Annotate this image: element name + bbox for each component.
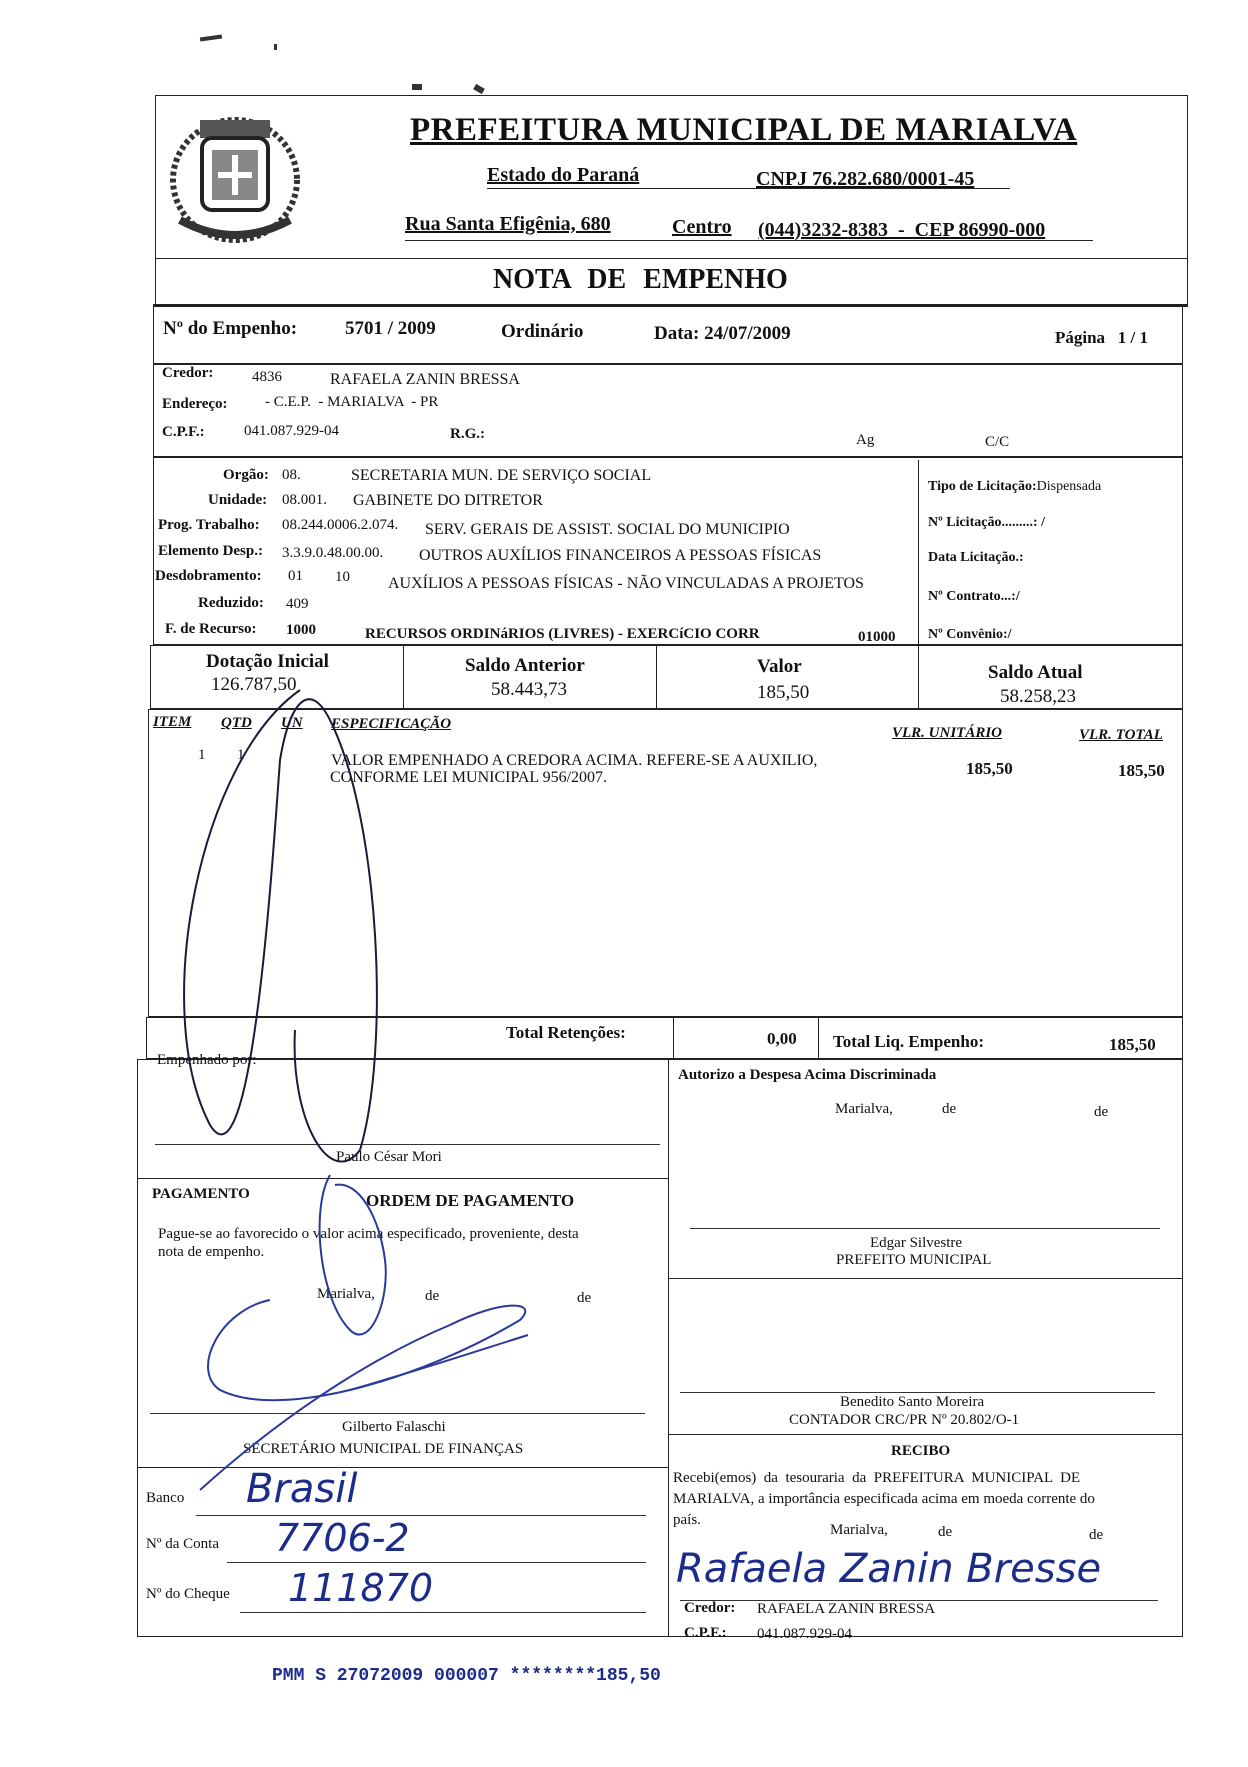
banco-value: Brasil (246, 1466, 358, 1512)
convenio-number: Nº Convênio:/ (928, 627, 1012, 642)
desd-code2: 10 (335, 569, 350, 585)
rg-label: R.G.: (450, 426, 485, 442)
desd-name: AUXÍLIOS A PESSOAS FÍSICAS - NÃO VINCULADAS A PROJETOS (388, 575, 864, 592)
col-qtd-header: QTD (221, 715, 252, 731)
pagamento-text1: Pague-se ao favorecido o valor acima especificado, proveniente, desta (158, 1226, 579, 1242)
cpf-label: C.P.F.: (162, 424, 205, 440)
licitacao-number: Nº Licitação.........: / (928, 515, 1045, 530)
recibo-text2: MARIALVA, a importância especificada acima em moeda corrente do (673, 1491, 1095, 1507)
banco-line (196, 1515, 646, 1516)
prog-label: Prog. Trabalho: (158, 517, 260, 533)
recibo-text1: Recebi(emos) da tesouraria da PREFEITURA MUNICIPAL DE (673, 1470, 1081, 1486)
banco-label: Banco (146, 1490, 185, 1506)
prefeito-name: Edgar Silvestre (870, 1235, 963, 1251)
recibo-credor-name: RAFAELA ZANIN BRESSA (757, 1601, 936, 1617)
conta-value: 7706-2 (275, 1516, 410, 1560)
contrato-number: Nº Contrato...:/ (928, 589, 1020, 604)
recurso-code: 1000 (286, 622, 316, 638)
recibo-de2: de (1089, 1527, 1104, 1543)
recibo-de1: de (938, 1524, 953, 1540)
totals-divider (818, 1017, 819, 1059)
totals-divider (673, 1017, 674, 1059)
institution-title: PREFEITURA MUNICIPAL DE MARIALVA (410, 112, 1078, 148)
cheque-value: 111870 (288, 1566, 434, 1610)
credor-name: RAFAELA ZANIN BRESSA (330, 371, 520, 388)
row-qtd: 1 (237, 747, 245, 763)
unidade-label: Unidade: (208, 492, 268, 508)
orgao-name: SECRETARIA MUN. DE SERVIÇO SOCIAL (351, 467, 652, 484)
pagamento-signer-name: Gilberto Falaschi (342, 1419, 446, 1435)
recibo-cpf-value: 041.087.929-04 (757, 1626, 852, 1642)
reduzido-label: Reduzido: (198, 595, 264, 611)
saldo-atual-value: 58.258,23 (1000, 686, 1076, 707)
orgao-label: Orgão: (223, 467, 269, 483)
empenhado-sign-line (155, 1144, 660, 1145)
saldo-atual-label: Saldo Atual (988, 662, 1083, 683)
row-desc-line1: VALOR EMPENHADO A CREDORA ACIMA. REFERE-SE A AUXILIO, (331, 752, 818, 769)
creditor-signature: Rafaela Zanin Bresse (676, 1546, 1102, 1592)
scan-mark (412, 84, 422, 90)
prefeito-role: PREFEITO MUNICIPAL (836, 1252, 992, 1268)
scan-mark (274, 44, 277, 50)
page-number: Página 1 / 1 (1055, 328, 1149, 347)
elem-label: Elemento Desp.: (158, 543, 263, 559)
state-underline (487, 188, 1010, 189)
empenhado-label: Empenhado por: (157, 1052, 257, 1068)
unidade-code: 08.001. (282, 492, 327, 508)
pagamento-text2: nota de empenho. (158, 1244, 265, 1260)
balances-divider (918, 646, 919, 709)
budget-divider (918, 460, 919, 645)
totals-row (146, 1017, 1183, 1059)
cc-label: C/C (985, 434, 1010, 450)
recurso-code2: 01000 (858, 629, 896, 645)
empenho-date: Data: 24/07/2009 (654, 323, 791, 344)
recibo-text3: país. (673, 1512, 701, 1528)
saldo-anterior-value: 58.443,73 (491, 679, 567, 700)
ordem-pagamento-label: ORDEM DE PAGAMENTO (366, 1191, 575, 1210)
liquido-value: 185,50 (1109, 1035, 1156, 1054)
prefeito-sign-line (690, 1228, 1160, 1229)
unidade-name: GABINETE DO DITRETOR (353, 492, 543, 509)
contador-role: CONTADOR CRC/PR Nº 20.802/O-1 (789, 1412, 1020, 1428)
contador-sign-line (680, 1392, 1155, 1393)
recibo-cpf-label: C.P.F.: (684, 1625, 727, 1641)
recibo-city: Marialva, (830, 1522, 888, 1538)
retencoes-label: Total Retenções: (506, 1023, 626, 1042)
address-label: Rua Santa Efigênia, 680 (405, 213, 611, 235)
divider (137, 1178, 668, 1179)
divider (155, 258, 1188, 259)
dotacao-value: 126.787,50 (211, 674, 297, 695)
state-label: Estado do Paraná (487, 164, 640, 186)
conta-label: Nº da Conta (146, 1536, 219, 1552)
liquido-label: Total Liq. Empenho: (833, 1032, 984, 1051)
elem-name: OUTROS AUXÍLIOS FINANCEIROS A PESSOAS FÍSICAS (419, 547, 822, 564)
col-esp-header: ESPECIFICAÇÃO (331, 716, 452, 732)
cheque-line (240, 1612, 646, 1613)
desd-label: Desdobramento: (155, 568, 262, 584)
elem-code: 3.3.9.0.48.00.00. (282, 545, 384, 561)
endereco-label: Endereço: (162, 396, 228, 412)
document-title: NOTA DE EMPENHO (493, 264, 788, 295)
machine-stamp: PMM S 27072009 000007 ********185,50 (272, 1666, 661, 1686)
recurso-label: F. de Recurso: (165, 621, 257, 637)
autorizo-de2: de (1094, 1104, 1109, 1120)
divider (137, 1467, 668, 1468)
valor-label: Valor (757, 656, 802, 677)
pagamento-sign-line (150, 1413, 645, 1414)
pagamento-de1: de (425, 1288, 440, 1304)
valor-value: 185,50 (757, 682, 810, 703)
recibo-title: RECIBO (891, 1443, 951, 1459)
pagamento-label: PAGAMENTO (152, 1186, 250, 1202)
row-unit-value: 185,50 (966, 759, 1013, 778)
balances-divider (656, 646, 657, 709)
credor-label: Credor: (162, 365, 214, 381)
licitacao-type-value: Dispensada (1036, 479, 1102, 494)
phone-cep-label: (044)3232-8383 - CEP 86990-000 (758, 219, 1046, 241)
col-un-header: UN (281, 715, 303, 731)
autorizo-de1: de (942, 1101, 957, 1117)
row-total-value: 185,50 (1118, 761, 1165, 780)
endereco-value: - C.E.P. - MARIALVA - PR (265, 394, 439, 410)
balances-divider (403, 646, 404, 709)
col-vlr-unit-header: VLR. UNITÁRIO (892, 725, 1003, 741)
empenhado-name: Paulo César Mori (336, 1149, 442, 1165)
district-label: Centro (672, 216, 732, 238)
saldo-anterior-label: Saldo Anterior (465, 655, 585, 676)
cnpj-label: CNPJ 76.282.680/0001-45 (756, 168, 975, 190)
dotacao-label: Dotação Inicial (206, 651, 329, 672)
empenho-type: Ordinário (501, 321, 584, 342)
ag-label: Ag (856, 432, 875, 448)
prog-code: 08.244.0006.2.074. (282, 517, 399, 533)
coat-of-arms-icon (160, 100, 310, 250)
recurso-name: RECURSOS ORDINáRIOS (LIVRES) - EXERCíCIO CORR (365, 626, 760, 642)
col-item-header: ITEM (153, 714, 192, 730)
desd-code1: 01 (288, 568, 303, 584)
licitacao-date: Data Licitação.: (928, 550, 1024, 565)
recibo-credor-label: Credor: (684, 1600, 736, 1616)
contador-name: Benedito Santo Moreira (840, 1394, 985, 1410)
col-vlr-total-header: VLR. TOTAL (1079, 727, 1163, 743)
address-underline (405, 240, 1093, 241)
cpf-value: 041.087.929-04 (244, 423, 339, 439)
scan-mark (200, 34, 222, 41)
row-item: 1 (198, 747, 206, 763)
pagamento-city: Marialva, (317, 1286, 375, 1302)
pagamento-signer-role: SECRETÁRIO MUNICIPAL DE FINANÇAS (243, 1441, 524, 1457)
orgao-code: 08. (282, 467, 301, 483)
autorizo-city: Marialva, (835, 1101, 893, 1117)
licitacao-type-key: Tipo de Licitação: (928, 479, 1037, 494)
retencoes-value: 0,00 (767, 1029, 797, 1048)
empenho-number: 5701 / 2009 (345, 318, 436, 339)
scan-mark (473, 84, 485, 94)
empenho-number-label: Nº do Empenho: (163, 318, 298, 339)
pagamento-de2: de (577, 1290, 592, 1306)
prog-name: SERV. GERAIS DE ASSIST. SOCIAL DO MUNICIPIO (425, 521, 790, 538)
licitacao-type-label (928, 479, 1101, 495)
divider (668, 1434, 1183, 1435)
conta-line (227, 1562, 646, 1563)
divider (668, 1278, 1183, 1279)
row-desc-line2: CONFORME LEI MUNICIPAL 956/2007. (330, 769, 608, 786)
lower-center-divider (668, 1059, 669, 1637)
autorizo-label: Autorizo a Despesa Acima Discriminada (678, 1067, 937, 1083)
reduzido-value: 409 (286, 596, 309, 612)
credor-code: 4836 (252, 369, 282, 385)
cheque-label: Nº do Cheque (146, 1586, 230, 1602)
